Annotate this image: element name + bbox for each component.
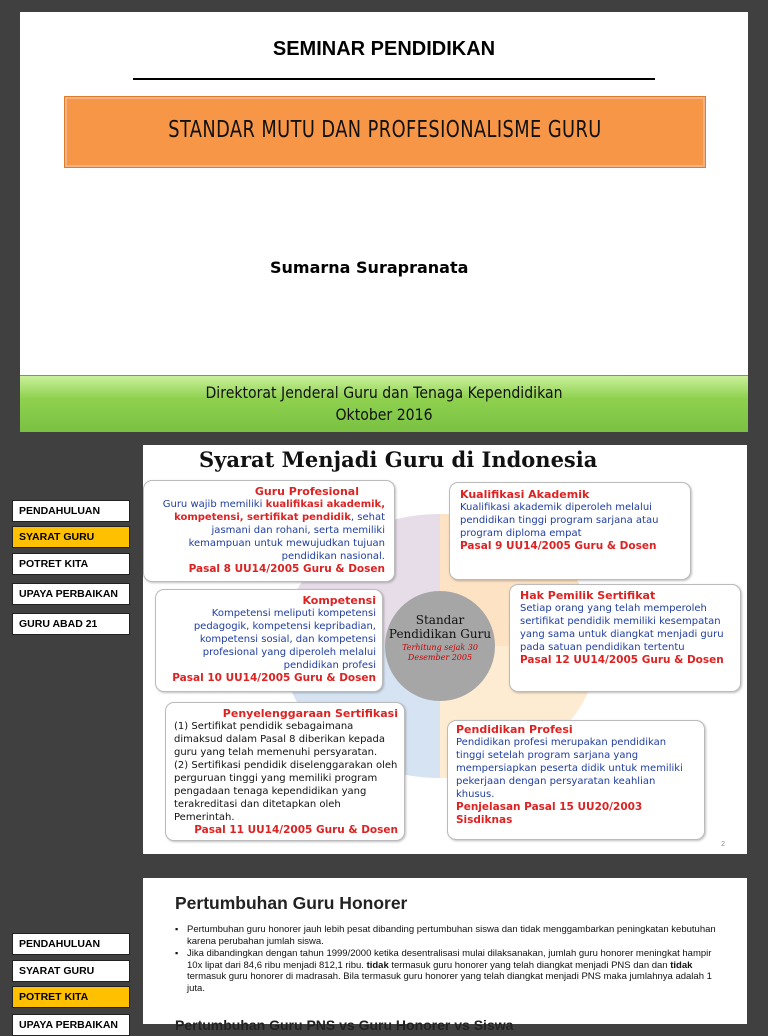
page-number: 2 [721,841,725,848]
pendidikan-profesi-ref: Penjelasan Pasal 15 UU20/2003 Sisdiknas [456,801,643,826]
nav-item-potret-kita-2[interactable]: POTRET KITA [12,986,130,1008]
standar-pendidikan-guru-circle [385,591,495,701]
hak-sertifikat-ref: Pasal 12 UU14/2005 Guru & Dosen [520,654,724,666]
next-heading: Pertumbuhan Guru PNS vs Guru Honorer vs Siswa [175,1017,514,1033]
honorer-growth-slide [143,878,747,1033]
seminar-title: SEMINAR PENDIDIKAN [272,38,496,60]
nav-item-upaya-perbaikan-2[interactable]: UPAYA PERBAIKAN [12,1014,130,1036]
nav-item-upaya-perbaikan[interactable]: UPAYA PERBAIKAN [12,583,130,605]
penyelenggaraan-heading: Penyelenggaraan Sertifikasi [222,707,398,720]
nav-item-guru-abad-21[interactable]: GURU ABAD 21 [12,613,130,635]
slide-title-honorer: Pertumbuhan Guru Honorer [175,893,408,913]
kualifikasi-akademik-box [449,482,691,580]
author-name: Sumarna Surapranata [270,258,469,277]
bullet-2: ▪ Jika dibandingkan dengan tahun 1999/2000 ketika desentralisasi mulai dilaksanakan, jumlah guru honorer meningkat hampir 10x lipat dari 84,6 ribu menjadi 812,1 ribu. tidak termasuk guru honorer yang telah diangkat menjadi PNS dan dan tidak termasuk guru honorer di madrasah. Bila termasuk guru honorer yang telah diangkat menjadi PNS maka jumlahnya adalah 1 juta. [175,948,723,994]
requirements-slide [143,445,747,854]
nav-item-pendahuluan-2[interactable]: PENDAHULUAN [12,933,130,955]
kompetensi-heading: Kompetensi [302,594,376,607]
nav-item-syarat-guru[interactable]: SYARAT GURU [12,526,130,548]
kualifikasi-text: Kualifikasi akademik diperoleh melalui pendidikan tinggi program sarjana atau program diploma empat [460,502,659,539]
nav-item-potret-kita[interactable]: POTRET KITA [12,553,130,575]
hak-sertifikat-text: Setiap orang yang telah memperoleh sertifikat pendidik memiliki kesempatan yang sama untuk diangkat menjadi guru pada satuan pendidikan tertentu [520,603,724,653]
guru-profesional-ref: Pasal 8 UU14/2005 Guru & Dosen [188,563,385,575]
hak-sertifikat-heading: Hak Pemilik Sertifikat [520,589,656,602]
kompetensi-box [155,589,383,692]
nav-item-pendahuluan[interactable]: PENDAHULUAN [12,500,130,522]
footer-band [20,375,748,432]
penyelenggaraan-text-2: (2) Sertifikasi pendidik diselenggarakan oleh perguruan tinggi yang memiliki program pengadaan tenaga kependidikan yang terakreditasi dan ditetapkan oleh Pemerintah. [174,760,398,823]
title-divider [133,78,655,80]
main-title-band [64,96,706,168]
hak-pemilik-sertifikat-box [509,584,741,692]
kompetensi-text: Kompetensi meliputi kompetensi pedagogik, kompetensi kepribadian, kompetensi sosial, dan kompetensi profesional yang diperoleh melalui pendidikan profesi [193,608,376,671]
penyelenggaraan-sertifikasi-box [165,702,405,841]
guru-profesional-heading: Guru Profesional [254,485,359,498]
main-title: STANDAR MUTU DAN PROFESIONALISME GURU [168,117,602,143]
bullet-list [175,924,723,995]
penyelenggaraan-text-1: (1) Sertifikat pendidik sebagaimana dimaksud dalam Pasal 8 diberikan kepada guru yang telah memenuhi persyaratan. [174,721,386,758]
kualifikasi-heading: Kualifikasi Akademik [460,488,590,501]
bullet-1: ▪ Pertumbuhan guru honorer jauh lebih pesat dibanding pertumbuhan siswa dan tidak menggambarkan peningkatan kebutuhan karena perubahan jumlah siswa. [175,924,723,947]
penyelenggaraan-ref: Pasal 11 UU14/2005 Guru & Dosen [194,824,398,836]
kompetensi-ref: Pasal 10 UU14/2005 Guru & Dosen [172,672,376,684]
guru-profesional-box [143,480,395,582]
circle-line-1: Standar [415,613,465,627]
guru-profesional-text: Guru wajib memiliki kualifikasi akademik, kompetensi, sertifikat pendidik, sehat jasmani dan rohani, serta memiliki kemampuan untuk mewujudkan tujuan pendidikan nasional. [162,499,385,562]
circle-note: Terhitung sejak 30 Desember 2005 [402,643,478,662]
pendidikan-profesi-heading: Pendidikan Profesi [456,723,573,736]
title-slide [20,12,748,432]
circle-line-2: Pendidikan Guru [388,627,492,641]
footer-organization: Direktorat Jenderal Guru dan Tenaga Kependidikan [205,383,563,402]
pendidikan-profesi-box [447,720,705,840]
nav-item-syarat-guru-2[interactable]: SYARAT GURU [12,960,130,982]
footer-date: Oktober 2016 [335,405,433,424]
pendidikan-profesi-text: Pendidikan profesi merupakan pendidikan tinggi setelah program sarjana yang mempersiapkan peserta didik untuk memiliki pekerjaan dengan persyaratan keahlian khusus. [456,737,683,800]
kualifikasi-ref: Pasal 9 UU14/2005 Guru & Dosen [460,540,657,552]
slide-title: Syarat Menjadi Guru di Indonesia [199,447,598,472]
